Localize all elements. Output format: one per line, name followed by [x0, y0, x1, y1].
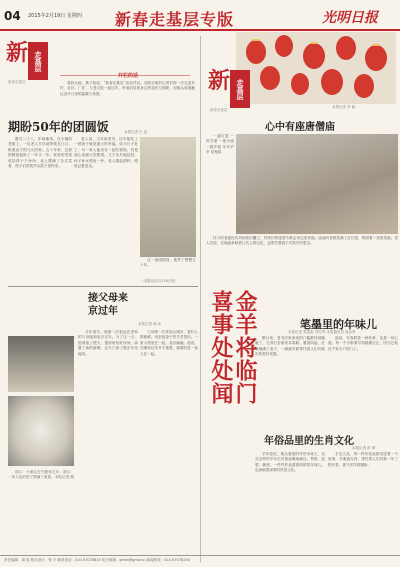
logo-text: 走基层	[230, 70, 250, 108]
article1-source: （本报北京2月18日电）	[140, 279, 179, 283]
page-footer: 责任编辑：周 原 版式设计：张 平 联系电话：010-67078815 电子邮箱：gmrb@gmw.cn 新闻热线：010-67078250	[4, 558, 190, 562]
article1-photo	[140, 137, 196, 257]
article2-byline: 本报记者 李 晓	[332, 105, 356, 109]
article2-poem: 一盏灯笼 一份守望 一座小庙 一段乡愁 年年岁岁 花相似	[206, 134, 234, 155]
dumplings-photo	[8, 396, 74, 466]
article2-body: 村口的老庙经历风雨依旧矗立，村民们每逢春节都会来这里祈福。庙前的老树挂满了红灯笼，映照着一张张笑脸。老人们说，这座庙承载着几代人的记忆，也寄托着游子对故乡的思念。	[206, 236, 398, 246]
article1-col1: 腊月二十八，年味渐浓。在小镇的老街上，一位老人早早地等候在门口，盼着远方的儿女回家。五十年来，这顿团圆饭他盼了一年又一年。家里的堂屋收拾得干干净净，桌上摆满了各式菜肴，孩子们的笑声从院子里传来。	[8, 137, 72, 169]
slogan-line-1: 金羊将临门	[232, 290, 258, 405]
article1-byline: 本报记者 王 星	[124, 130, 148, 134]
logo-sub: 新春走基层	[8, 80, 26, 84]
article4-col2: 他说，写春联是一种传承，也是一份心意。每一个字都要写得端端正正，因为它贴在千家万户的门上。	[328, 336, 398, 351]
article4-col1: 腊月里，老书法家家里的门槛都快被踏破了，左邻右舍都来求春联。墨香四溢，红纸铺满了桌子，一副副对联寄托着人们对新年的美好祝愿。	[255, 336, 325, 357]
article3-byline: 本报记者 韩 冰	[138, 322, 162, 326]
column-logo-left	[6, 36, 52, 86]
section-divider	[8, 286, 198, 287]
slogan-line-2: 喜事处处闻	[208, 290, 234, 405]
article1-col3: 这一桌团圆饭，他等了整整五十年。	[140, 258, 196, 268]
logo-text: 走基层	[28, 42, 48, 80]
page-header	[0, 0, 400, 30]
column-divider	[200, 36, 201, 562]
opening-text: 春回大地，燕子衔泥，“新春走基层”活动开启。光明日报的记者们再一次走进乡村、社区、厂矿，与老百姓一起过年，听他们讲述身边的变化与期盼，用镜头和笔触记录节日里的温暖与希望。	[60, 81, 195, 96]
article2-headline: 心中有座唐僧庙	[265, 122, 335, 133]
article5-byline: 本报记者 彭 坤	[352, 446, 376, 450]
article3-headline: 接父母来京过年	[88, 293, 128, 317]
article3-col2: 父母第一次来到大城市，看什么都新鲜。母亲包饺子的手艺依旧，一家人围坐在一起，其乐融融。他说，在哪里过年并不重要，重要的是一家人在一起。	[140, 330, 198, 356]
article3-col1: 今年春节，他第一次把远在老家的父母接到北京过年。为了这一天，他准备了很久，提前收拾好房间，添置了新的被褥，还专门请了假去车站接站。	[78, 330, 138, 356]
article1-col2: 老人说，当年家里穷，过年能吃上一顿饺子就是最大的幸福。如今日子好了，可一家人能坐在一起吃顿饭，仍是他心里最大的愿望。儿子从外地赶回，孙子孙女围坐一旁，老人端起酒杯，眼里泛着泪光。	[74, 137, 138, 169]
article5-col2: 手艺人说，每一件年俗品都讲述着一个故事，羊寓意吉祥，寄托着人们对新一年三阳开泰、喜气洋洋的期盼。	[328, 452, 398, 467]
header-rule	[0, 29, 400, 31]
article5-headline: 年俗品里的生肖文化	[264, 436, 354, 447]
photo-caption: 图①：小朋友在外婆家过年；图②：一家人包的饺子摆满了案板。本报记者 摄	[8, 470, 74, 480]
issue-date: 2015年2月19日 星期四	[28, 13, 82, 19]
boy-photo	[8, 336, 74, 392]
lanterns-photo	[236, 32, 396, 104]
article1-headline: 期盼50年的团圆饭	[8, 120, 109, 134]
article5-col1: 羊年将至，街头巷尾的年货市场上，各式各样的羊年生肖饰品琳琅满目。剪纸、泥塑、刺绣，一件件作品透着浓浓的年味儿，也承载着深厚的民俗文化。	[255, 452, 325, 473]
masthead-logo: 光明日报	[322, 10, 378, 26]
opening-label: 开栏的话	[118, 73, 139, 79]
article2-photo	[236, 134, 398, 234]
column-logo-right	[208, 64, 256, 112]
article4-byline: 本报记者 张春雷 刘先琴 本报通讯员 周孟奉	[288, 330, 356, 334]
article4-headline: 笔墨里的年味儿	[300, 318, 377, 331]
logo-sub: 新春走基层	[210, 108, 228, 112]
footer-rule	[0, 555, 400, 556]
big-slogan	[206, 290, 258, 540]
page-number: 04	[4, 9, 21, 23]
logo-char: 新	[208, 68, 231, 94]
section-title: 新春走基层专版	[115, 10, 235, 29]
logo-char: 新	[6, 40, 29, 66]
